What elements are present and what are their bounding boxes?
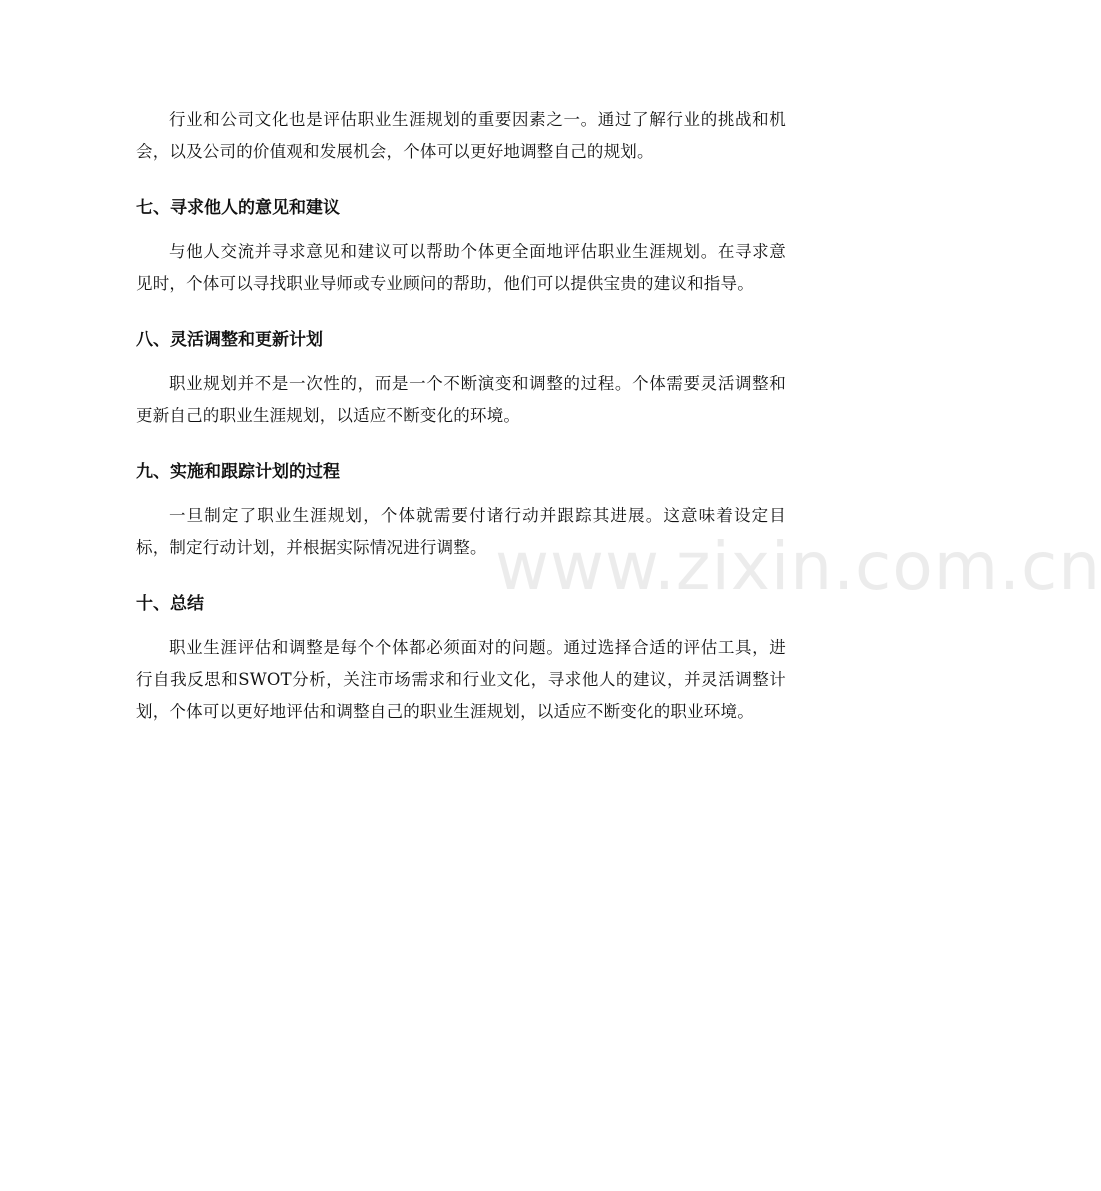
section-body-9: 一旦制定了职业生涯规划，个体就需要付诸行动并跟踪其进展。这意味着设定目标，制定行动计划，并根据实际情况进行调整。 — [136, 506, 786, 557]
document-content — [136, 104, 786, 728]
section-body-7: 与他人交流并寻求意见和建议可以帮助个体更全面地评估职业生涯规划。在寻求意见时，个体可以寻找职业导师或专业顾问的帮助，他们可以提供宝贵的建议和指导。 — [136, 242, 786, 293]
watermark: www.zixin.com.cn — [495, 528, 1101, 605]
section-body-10: 职业生涯评估和调整是每个个体都必须面对的问题。通过选择合适的评估工具，进行自我反思和SWOT分析，关注市场需求和行业文化，寻求他人的建议，并灵活调整计划，个体可以更好地评估和调整自己的职业生涯规划，以适应不断变化的职业环境。 — [136, 638, 786, 721]
section-heading-9: 九、实施和跟踪计划的过程 — [136, 462, 340, 482]
section-heading-10: 十、总结 — [136, 594, 204, 614]
section-heading-7: 七、寻求他人的意见和建议 — [136, 198, 340, 218]
section-heading-8: 八、灵活调整和更新计划 — [136, 330, 323, 350]
intro-paragraph: 行业和公司文化也是评估职业生涯规划的重要因素之一。通过了解行业的挑战和机会，以及公司的价值观和发展机会，个体可以更好地调整自己的规划。 — [136, 110, 786, 161]
section-body-8: 职业规划并不是一次性的，而是一个不断演变和调整的过程。个体需要灵活调整和更新自己的职业生涯规划，以适应不断变化的环境。 — [136, 374, 786, 425]
